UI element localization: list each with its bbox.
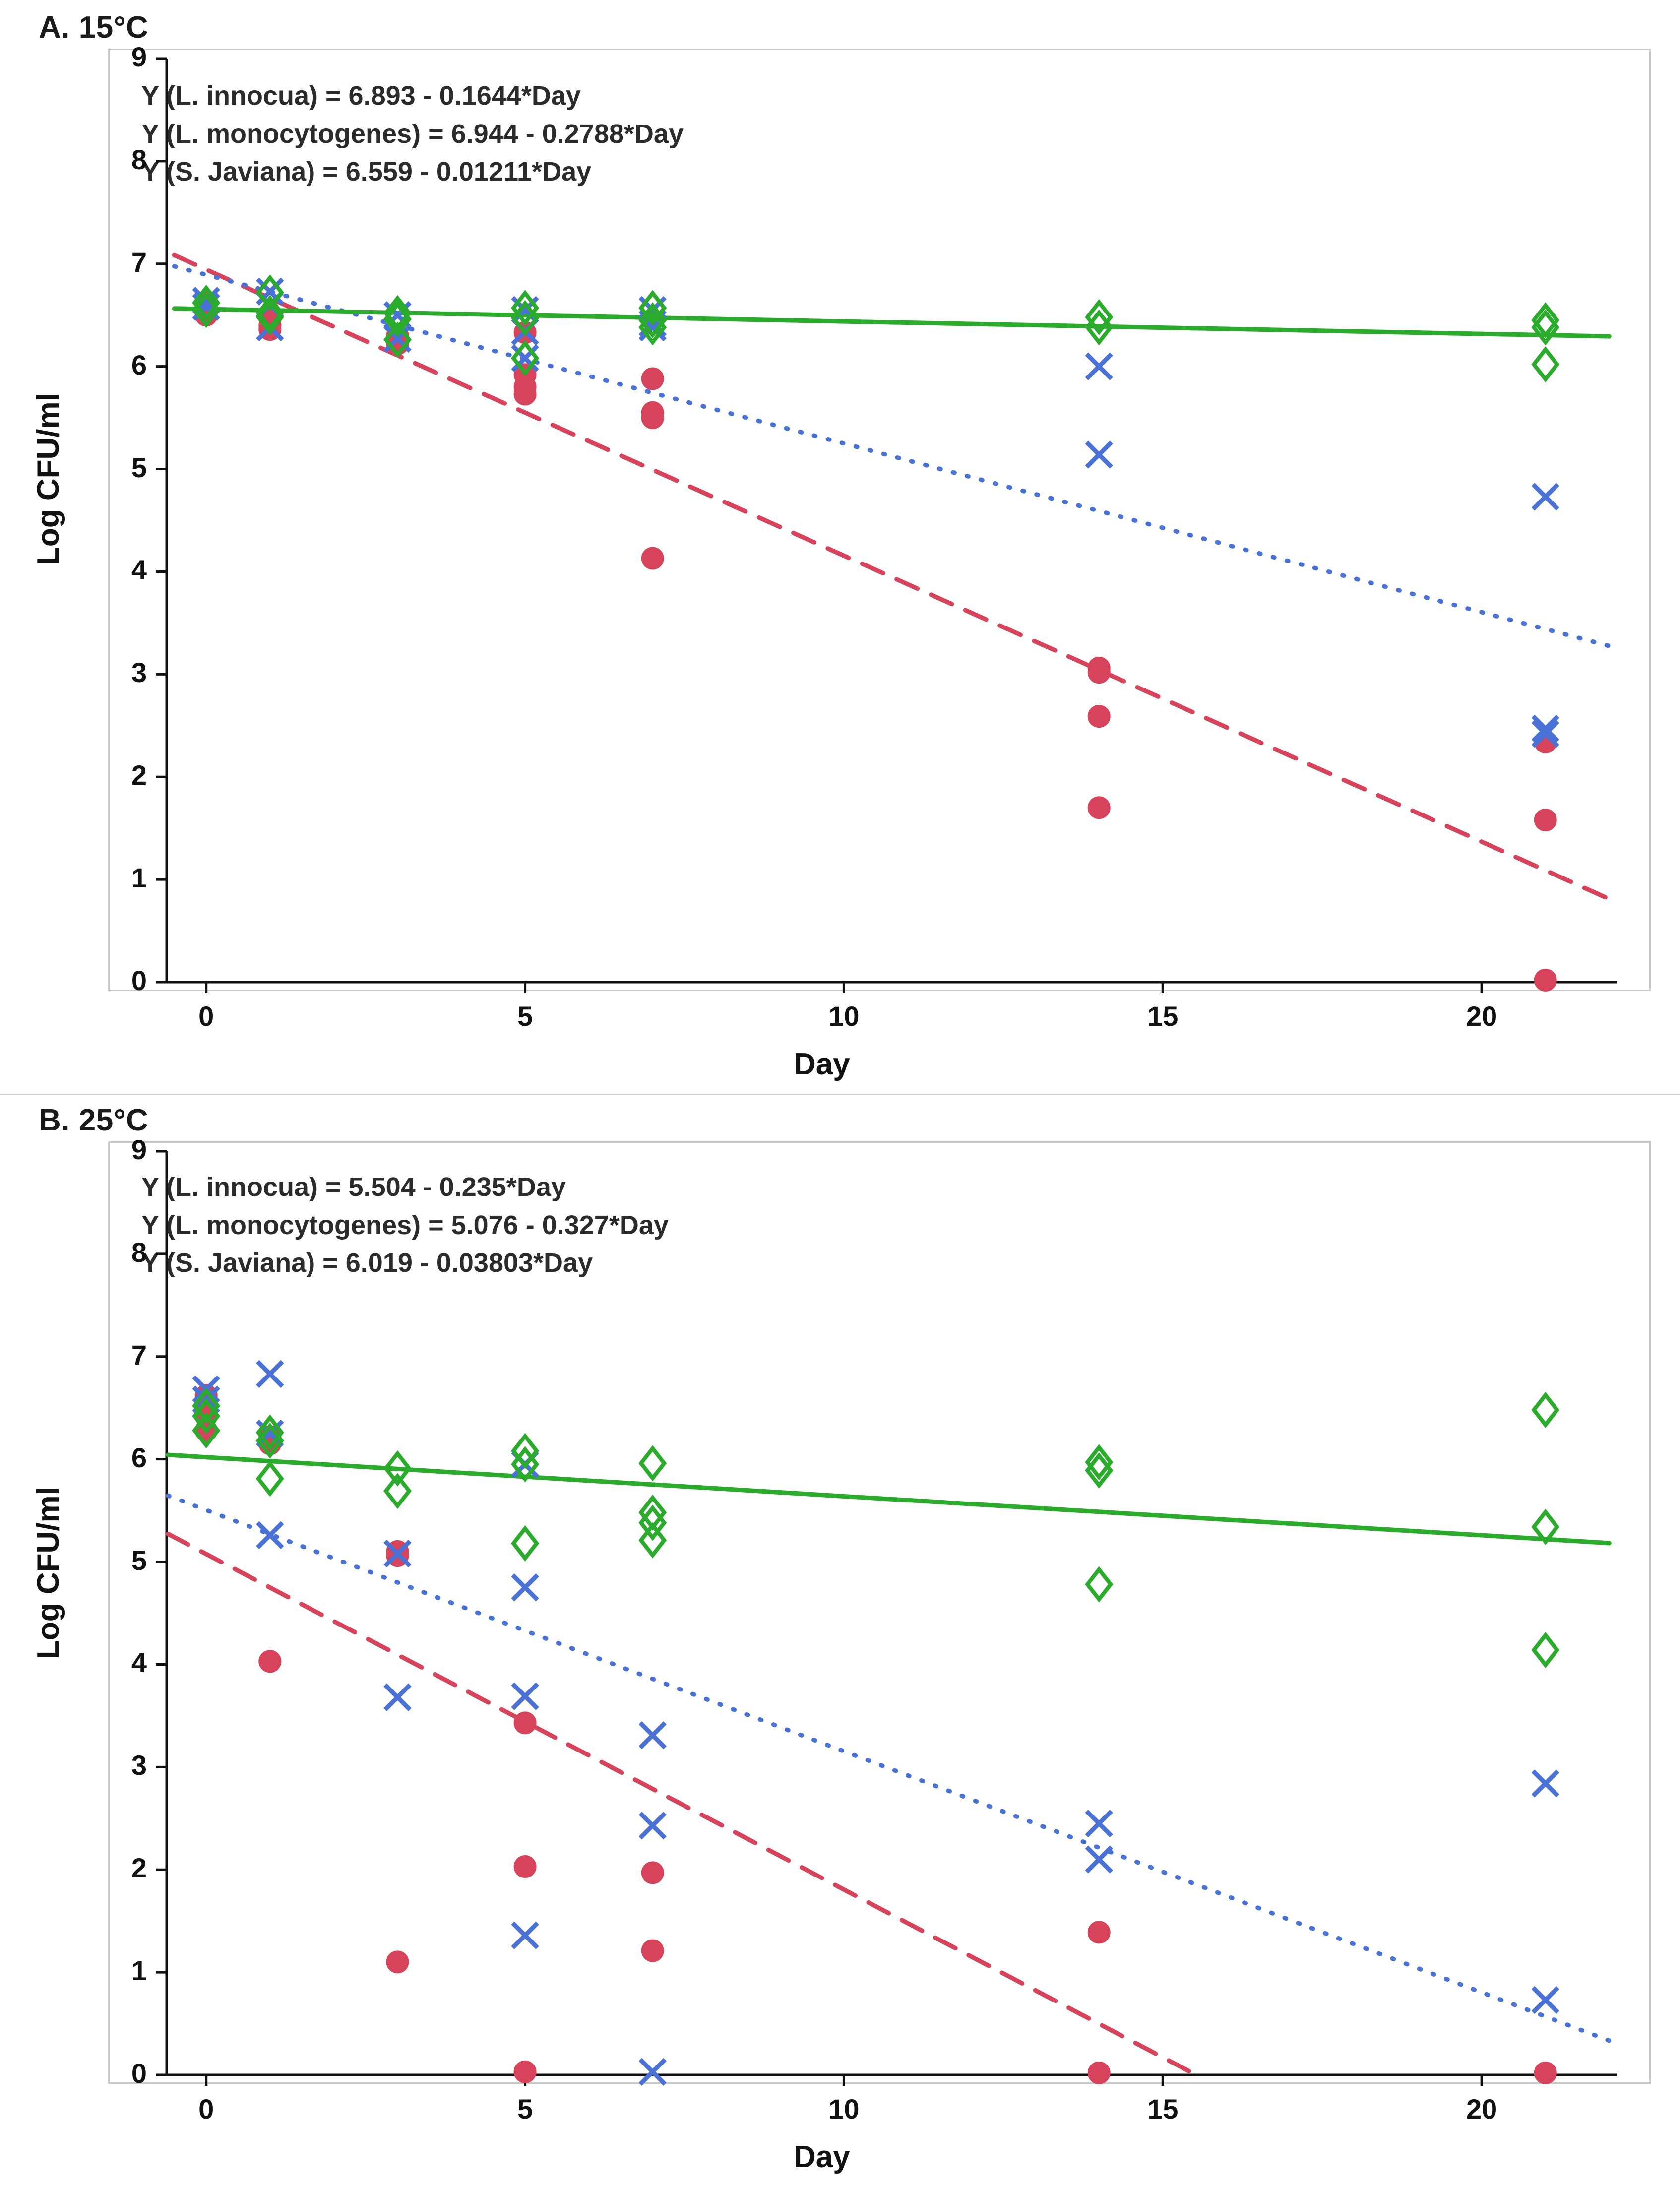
panel-a-y-axis-label: Log CFU/ml [31,393,65,565]
x-tick-label: 5 [517,2093,533,2125]
y-tick-label: 9 [131,41,147,72]
y-tick-label: 0 [131,2058,147,2089]
y-tick-label: 6 [131,349,147,380]
y-tick-label: 9 [131,1134,147,1165]
equation-s-javiana: Y (S. Javiana) = 6.019 - 0.03803*Day [141,1248,593,1278]
y-tick-label: 1 [131,1955,147,1987]
fit-line [168,1534,1196,2075]
x-tick-label: 20 [1466,1001,1497,1032]
y-tick-label: 0 [131,965,147,996]
panel-a-scatter-plot [0,0,1680,1091]
y-tick-label: 7 [131,1339,147,1371]
panel-b-y-axis-label: Log CFU/ml [31,1487,65,1659]
y-tick-label: 2 [131,1852,147,1884]
y-tick-label: 2 [131,759,147,791]
y-tick-label: 3 [131,657,147,688]
series-points [194,278,1557,379]
y-tick-label: 8 [131,1236,147,1268]
x-tick-label: 0 [198,1001,214,1032]
y-tick-label: 5 [131,451,147,483]
y-tick-label: 8 [131,143,147,175]
fit-line [168,1496,1610,2041]
series-points [195,1384,1557,2084]
panel-b-title: B. 25°C [39,1103,149,1137]
x-tick-label: 5 [517,1001,533,1032]
equation-l-innocua: Y (L. innocua) = 6.893 - 0.1644*Day [141,81,581,111]
equation-l-monocytogenes: Y (L. monocytogenes) = 6.944 - 0.2788*Day [141,119,684,149]
panel-a [0,0,1680,1091]
x-tick-label: 0 [198,2093,214,2125]
x-tick-label: 10 [828,1001,860,1032]
y-tick-label: 4 [131,554,147,586]
x-tick-label: 15 [1147,1001,1179,1032]
axes [156,59,1617,993]
y-tick-label: 3 [131,1750,147,1781]
panel-a-x-axis-label: Day [794,1047,850,1081]
panel-a-title: A. 15°C [39,10,149,45]
y-tick-label: 5 [131,1544,147,1576]
equation-s-javiana: Y (S. Javiana) = 6.559 - 0.01211*Day [141,157,592,187]
series-points [195,291,1557,991]
y-tick-label: 1 [131,862,147,894]
panel-b [0,1099,1680,2190]
equation-l-monocytogenes: Y (L. monocytogenes) = 5.076 - 0.327*Day [141,1210,669,1240]
y-tick-label: 6 [131,1441,147,1473]
y-tick-label: 7 [131,246,147,278]
panel-b-x-axis-label: Day [794,2140,850,2174]
y-tick-label: 4 [131,1647,147,1679]
panel-b-scatter-plot [0,1099,1680,2190]
equation-l-innocua: Y (L. innocua) = 5.504 - 0.235*Day [141,1172,566,1202]
panel-divider [0,1094,1680,1095]
x-tick-label: 10 [828,2093,860,2125]
axes [156,1151,1617,2086]
x-tick-label: 15 [1147,2093,1179,2125]
x-tick-label: 20 [1466,2093,1497,2125]
